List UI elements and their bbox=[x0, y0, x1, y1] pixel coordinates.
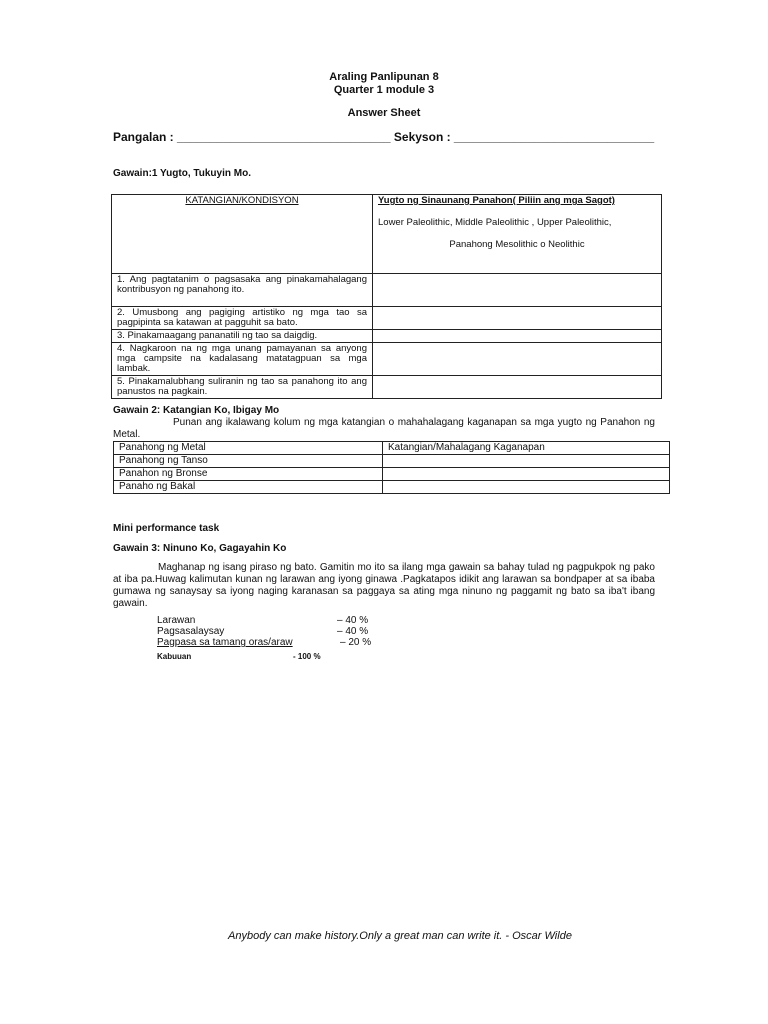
gawain1-answer-cell bbox=[373, 376, 662, 399]
rubric-label: Pagsasalaysay bbox=[157, 626, 225, 637]
gawain2-description: Punan ang ikalawang kolum ng mga katangian o mahahalagang kaganapan sa mga yugto ng Panahon ng Metal. bbox=[113, 417, 655, 440]
gawain1-choices-line2: Panahong Mesolithic o Neolithic bbox=[449, 239, 585, 250]
sheet-label: Answer Sheet bbox=[347, 107, 421, 119]
gawain1-col1-header: KATANGIAN/KONDISYON bbox=[112, 195, 373, 274]
gawain2-answer-cell bbox=[383, 481, 670, 494]
rubric-label: Pagpasa sa tamang oras/araw bbox=[157, 637, 293, 648]
gawain1-row-text: 3. Pinakamaagang pananatili ng tao sa daigdig. bbox=[112, 330, 373, 343]
gawain1-title: Gawain:1 Yugto, Tukuyin Mo. bbox=[113, 168, 251, 179]
rubric-value: – 40 % bbox=[337, 626, 369, 637]
gawain1-answer-cell bbox=[373, 307, 662, 330]
gawain1-row-text: 1. Ang pagtatanim o pagsasaka ang pinakamahalagang kontribusyon ng panahong ito. bbox=[112, 274, 373, 307]
gawain2-row-label: Panahon ng Bronse bbox=[114, 468, 383, 481]
rubric-item bbox=[157, 637, 377, 648]
gawain2-answer-cell bbox=[383, 455, 670, 468]
gawain1-answer-cell bbox=[373, 343, 662, 376]
rubric-value: – 40 % bbox=[337, 615, 369, 626]
gawain2-col2-header: Katangian/Mahalagang Kaganapan bbox=[383, 442, 670, 455]
document-title: Araling Panlipunan 8 bbox=[329, 71, 439, 83]
name-section-line: Pangalan : ________________________________ Sekyson : ______________________________ bbox=[113, 130, 655, 144]
rubric-item bbox=[157, 626, 369, 637]
footer-quote: Anybody can make history.Only a great man can write it. - Oscar Wilde bbox=[228, 930, 572, 942]
mini-task-label: Mini performance task bbox=[113, 523, 220, 534]
gawain1-table bbox=[111, 194, 662, 399]
gawain2-row-label: Panaho ng Bakal bbox=[114, 481, 383, 494]
rubric-value: – 20 % bbox=[340, 637, 372, 648]
gawain2-col1-header: Panahong ng Metal bbox=[114, 442, 383, 455]
gawain2-table bbox=[113, 441, 670, 494]
gawain3-description: Maghanap ng isang piraso ng bato. Gamitin mo ito sa ilang mga gawain sa bahay tulad ng pagpukpok ng pako at iba pa.Huwag kalimutan kunan ng larawan ang iyong ginawa .Pagkatapos idikit ang larawan sa bondpaper at sa ibaba gumawa ng sanaysay sa iyong naging karanasan sa paggaya sa ating mga ninuno ng paggamit ng bato sa iba't ibang gawain. bbox=[113, 562, 655, 609]
gawain1-row-text: 4. Nagkaroon na ng mga unang pamayanan sa anyong mga campsite na kadalasang matatagpuan sa mga lambak. bbox=[112, 343, 373, 376]
gawain1-col2-header-cell bbox=[373, 195, 662, 274]
gawain2-answer-cell bbox=[383, 468, 670, 481]
gawain2-title: Gawain 2: Katangian Ko, Ibigay Mo bbox=[113, 405, 280, 416]
gawain1-col2-header: Yugto ng Sinaunang Panahon( Piliin ang mga Sagot) bbox=[378, 195, 615, 206]
total-value: - 100 % bbox=[293, 652, 321, 661]
gawain1-choices-line1: Lower Paleolithic, Middle Paleolithic , Upper Paleolithic, bbox=[378, 217, 612, 228]
gawain1-row-text: 2. Umusbong ang pagiging artistiko ng mga tao sa pagpipinta sa katawan at pagguhit sa bato. bbox=[112, 307, 373, 330]
gawain1-row-text: 5. Pinakamalubhang suliranin ng tao sa panahong ito ang panustos na pagkain. bbox=[112, 376, 373, 399]
gawain3-title: Gawain 3: Ninuno Ko, Gagayahin Ko bbox=[113, 543, 287, 554]
gawain2-row-label: Panahong ng Tanso bbox=[114, 455, 383, 468]
rubric-label: Larawan bbox=[157, 615, 196, 626]
rubric-total bbox=[157, 652, 321, 661]
rubric-item bbox=[157, 615, 369, 626]
gawain1-answer-cell bbox=[373, 330, 662, 343]
total-label: Kabuuan bbox=[157, 652, 192, 661]
document-subtitle: Quarter 1 module 3 bbox=[333, 84, 435, 96]
gawain1-answer-cell bbox=[373, 274, 662, 307]
